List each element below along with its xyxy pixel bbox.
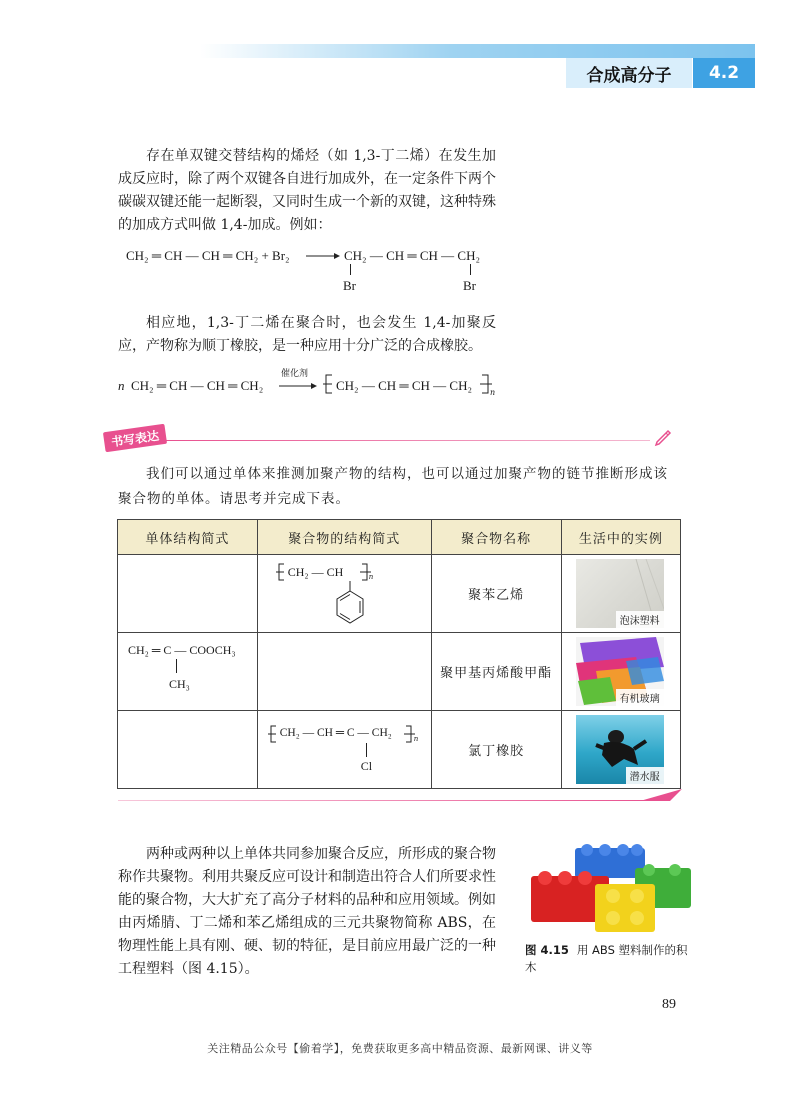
monomer-blank-cell[interactable] bbox=[118, 555, 258, 633]
polymer-n-subscript: n bbox=[413, 735, 419, 743]
section-number: 4.2 bbox=[693, 58, 755, 88]
table-header: 单体结构简式 bbox=[118, 520, 258, 555]
writing-tag: 书写表达 bbox=[103, 424, 167, 452]
polymer-name: 聚苯乙烯 bbox=[431, 555, 561, 633]
chloroprene-backbone: CH₂ — CH ═ C — CH₂ bbox=[279, 727, 392, 739]
photo-caption: 潜水服 bbox=[626, 767, 664, 784]
table-row bbox=[118, 711, 681, 789]
polymer-table bbox=[117, 519, 681, 789]
br-substituent-left: Br bbox=[343, 278, 356, 293]
reaction-arrow-icon bbox=[279, 381, 319, 391]
equation-2-coefficient: n bbox=[118, 378, 125, 393]
table-header: 聚合物名称 bbox=[431, 520, 561, 555]
polymer-name: 聚甲基丙烯酸甲酯 bbox=[431, 633, 561, 711]
bond-line-left bbox=[350, 264, 351, 275]
polymer-blank-cell[interactable] bbox=[257, 633, 431, 711]
bond-line-right bbox=[470, 264, 471, 275]
wetsuit-photo bbox=[576, 715, 664, 784]
section-title: 合成高分子 bbox=[566, 58, 692, 88]
example-cell bbox=[561, 711, 680, 789]
intro-paragraph: 存在单双键交替结构的烯烃（如 1,3-丁二烯）在发生加成反应时，除了两个双键各自进行加成外，在一定条件下两个碳碳双键还能一起断裂，又同时生成一个新的双键，这种特殊的加成方式叫做 1,4-加成。例如： bbox=[118, 148, 496, 233]
table-header: 生活中的实例 bbox=[561, 520, 680, 555]
monomer-structure-cell bbox=[118, 633, 258, 711]
methyl-branch: CH₃ bbox=[169, 677, 190, 691]
polystyrene-backbone: CH₂ — CH bbox=[287, 565, 344, 579]
example-cell bbox=[561, 633, 680, 711]
polymer-n-subscript: n bbox=[490, 388, 496, 397]
equation-2-product: CH₂ — CH ═ CH — CH₂ bbox=[336, 378, 473, 393]
page-number: 89 bbox=[662, 997, 676, 1012]
polymer-structure-cell bbox=[257, 711, 431, 789]
pencil-icon bbox=[652, 425, 674, 447]
footer-notice: 关注精品公众号【偷着学】，免费获取更多高中精品资源、最新网课、讲义等 bbox=[207, 1042, 593, 1055]
writing-intro: 我们可以通过单体来推测加聚产物的结构，也可以通过加聚产物的链节推断形成该聚合物的单体。请思考并完成下表。 bbox=[118, 466, 668, 507]
photo-caption: 有机玻璃 bbox=[616, 689, 664, 706]
monomer-blank-cell[interactable] bbox=[118, 711, 258, 789]
mma-monomer: CH₂ ═ C — COOCH₃ bbox=[128, 643, 236, 657]
chlorine-branch: Cl bbox=[360, 759, 373, 773]
table-header: 聚合物的结构简式 bbox=[257, 520, 431, 555]
catalyst-label: 催化剂 bbox=[281, 369, 309, 379]
left-bracket-icon bbox=[323, 373, 335, 397]
figure-caption-text: 用 ABS 塑料制作的积木 bbox=[525, 943, 688, 974]
figure-label: 图 4.15 bbox=[525, 943, 569, 957]
equation-2-monomer: CH₂ ═ CH — CH ═ CH₂ bbox=[131, 378, 264, 393]
organic-glass-photo bbox=[576, 637, 664, 706]
section-divider-top bbox=[160, 440, 650, 441]
section-divider-bottom bbox=[118, 800, 658, 801]
bond-line bbox=[176, 659, 177, 673]
left-bracket-icon bbox=[276, 563, 286, 581]
benzene-ring-icon bbox=[334, 581, 366, 629]
reaction-arrow-icon bbox=[306, 251, 342, 261]
table-header-row bbox=[118, 520, 681, 555]
table-row bbox=[118, 555, 681, 633]
polymer-structure-cell bbox=[257, 555, 431, 633]
figure-caption bbox=[525, 942, 695, 976]
br-substituent-right: Br bbox=[463, 278, 476, 293]
abs-building-blocks-image bbox=[525, 840, 695, 938]
bond-line bbox=[366, 743, 367, 757]
copolymer-paragraph: 两种或两种以上单体共同参加聚合反应，所形成的聚合物称作共聚物。利用共聚反应可设计和制造出符合人们所要求性能的聚合物，大大扩充了高分子材料的品种和应用领域。例如由丙烯腈、丁二烯和苯乙烯组成的三元共聚物简称 ABS，在物理性能上具有刚、硬、韧的特征，是目前应用最广泛的一种工程塑料（图 4.15）。 bbox=[118, 846, 496, 977]
foam-plastic-photo bbox=[576, 559, 664, 628]
arrow-tip-icon bbox=[640, 787, 682, 803]
polymer-n-subscript: n bbox=[368, 573, 374, 581]
photo-caption: 泡沫塑料 bbox=[616, 611, 664, 628]
header-gradient-bar bbox=[200, 44, 755, 58]
example-cell bbox=[561, 555, 680, 633]
polymer-name: 氯丁橡胶 bbox=[431, 711, 561, 789]
equation-1-reactants: CH₂ ═ CH — CH ═ CH₂ + Br₂ bbox=[126, 248, 290, 263]
table-row bbox=[118, 633, 681, 711]
polymer-paragraph: 相应地，1,3-丁二烯在聚合时，也会发生 1,4-加聚反应，产物称为顺丁橡胶，是一种应用十分广泛的合成橡胶。 bbox=[118, 315, 496, 354]
left-bracket-icon bbox=[268, 725, 278, 743]
equation-1-product: CH₂ — CH ═ CH — CH₂ bbox=[344, 248, 481, 263]
